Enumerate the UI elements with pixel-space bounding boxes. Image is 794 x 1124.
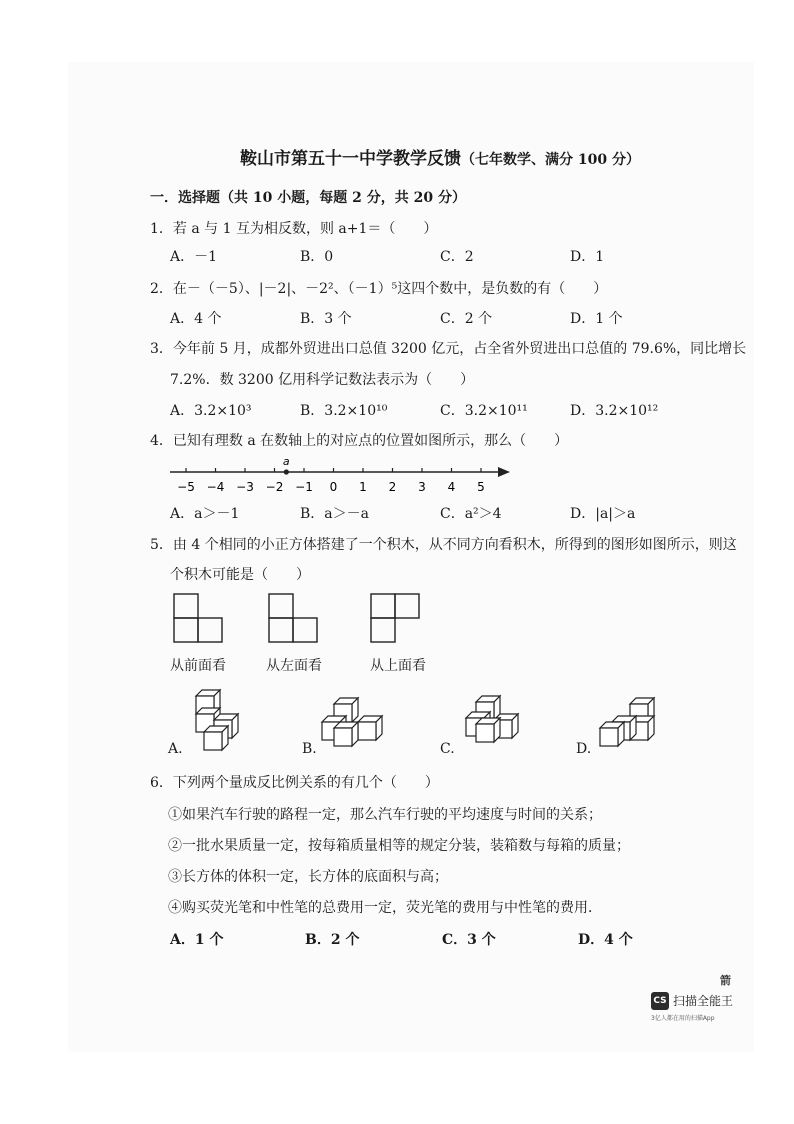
question-3-line-1: 3．今年前 5 月，成都外贸进出口总值 3200 亿元，占全省外贸进出口总值的 79.6%，同比增长 xyxy=(150,341,747,357)
q1-option-b: B．0 xyxy=(300,249,334,265)
q6-option-c: C．3 个 xyxy=(442,932,496,948)
number-line-tick-label: −2 xyxy=(265,480,284,494)
number-line-tick-label: −4 xyxy=(206,480,225,494)
scanner-app-name: 扫描全能王 xyxy=(673,994,734,1008)
corner-mark: 箭 xyxy=(720,974,731,987)
top-view-drawing xyxy=(371,594,419,642)
q6-option-a: A．1 个 xyxy=(170,932,224,948)
q3-option-b: B．3.2×10¹⁰ xyxy=(300,403,388,419)
number-line-point-label: a xyxy=(282,455,290,468)
q2-option-b: B．3 个 xyxy=(300,311,352,327)
q4-option-c: C．a²＞4 xyxy=(440,506,502,522)
number-line-tick-label: 4 xyxy=(447,480,456,494)
question-4: 4．已知有理数 a 在数轴上的对应点的位置如图所示，那么（ ） xyxy=(150,433,569,449)
question-2: 2．在－（－5）、|－2|、－2²、（－1）⁵这四个数中，是负数的有（ ） xyxy=(150,281,608,297)
front-view-drawing xyxy=(174,594,222,642)
question-3-line-2: 7.2%．数 3200 亿用科学记数法表示为（ ） xyxy=(170,372,475,388)
q5-option-d: D. xyxy=(576,741,592,757)
q5-option-a: A. xyxy=(168,741,183,757)
scanner-logo-icon: CS xyxy=(651,992,669,1010)
number-line-tick-label: 2 xyxy=(388,480,397,494)
q4-option-a: A．a＞－1 xyxy=(170,506,240,522)
q5-option-c: C. xyxy=(440,741,455,757)
view-label-front: 从前面看 xyxy=(170,658,226,674)
q2-option-a: A．4 个 xyxy=(170,311,222,327)
cube-options-figure xyxy=(190,688,670,758)
number-line-figure xyxy=(160,455,520,500)
question-5-line-1: 5．由 4 个相同的小正方体搭建了一个积木，从不同方向看积木，所得到的图形如图所示，则这 xyxy=(150,537,737,553)
question-5-line-2: 个积木可能是（ ） xyxy=(170,567,310,583)
cube-option-a-drawing xyxy=(196,690,238,750)
q1-option-c: C．2 xyxy=(440,249,474,265)
number-line-tick-label: −3 xyxy=(236,480,254,494)
q6-option-d: D．4 个 xyxy=(578,932,633,948)
number-line-point-a xyxy=(284,469,289,474)
q1-option-a: A．－1 xyxy=(170,249,218,265)
number-line-tick-label: 5 xyxy=(477,480,485,494)
q3-option-c: C．3.2×10¹¹ xyxy=(440,403,528,419)
cube-option-b-drawing xyxy=(322,698,382,746)
q6-item-1: ①如果汽车行驶的路程一定，那么汽车行驶的平均速度与时间的关系； xyxy=(168,807,602,823)
number-line-tick-label: 3 xyxy=(418,480,426,494)
cube-option-d-drawing xyxy=(600,698,654,746)
question-1: 1．若 a 与 1 互为相反数，则 a+1＝（ ） xyxy=(150,221,438,237)
q3-option-a: A．3.2×10³ xyxy=(170,403,252,419)
number-line-tick-label: 1 xyxy=(359,480,367,494)
section-heading: 一．选择题（共 10 小题，每题 2 分，共 20 分） xyxy=(150,190,466,206)
left-view-drawing xyxy=(269,594,317,642)
q3-option-d: D．3.2×10¹² xyxy=(570,403,659,419)
cube-option-c-drawing xyxy=(466,696,518,742)
q5-option-b: B. xyxy=(302,741,317,757)
number-line-arrow xyxy=(498,467,510,477)
q6-option-b: B．2 个 xyxy=(305,932,360,948)
number-line-tick-label: 0 xyxy=(329,480,338,494)
q6-item-4: ④购买荧光笔和中性笔的总费用一定，荧光笔的费用与中性笔的费用． xyxy=(168,900,602,916)
view-label-left: 从左面看 xyxy=(266,658,322,674)
q6-item-3: ③长方体的体积一定，长方体的底面积与高； xyxy=(168,869,448,885)
q6-item-2: ②一批水果质量一定，按每箱质量相等的规定分装，装箱数与每箱的质量； xyxy=(168,838,630,854)
scanner-tagline: 3亿人都在用的扫描App xyxy=(651,1015,715,1022)
q1-option-d: D．1 xyxy=(570,249,605,265)
q2-option-d: D．1 个 xyxy=(570,311,623,327)
q4-option-b: B．a＞－a xyxy=(300,506,369,522)
view-label-top: 从上面看 xyxy=(370,658,426,674)
q2-option-c: C．2 个 xyxy=(440,311,493,327)
q4-option-d: D．|a|＞a xyxy=(570,506,636,522)
number-line-tick-label: −5 xyxy=(177,480,195,494)
question-6: 6．下列两个量成反比例关系的有几个（ ） xyxy=(150,775,439,791)
three-views-figure xyxy=(170,590,430,650)
page-title: 鞍山市第五十一中学教学反馈（七年数学、满分 100 分） xyxy=(240,149,640,169)
number-line-tick-label: −1 xyxy=(295,480,313,494)
